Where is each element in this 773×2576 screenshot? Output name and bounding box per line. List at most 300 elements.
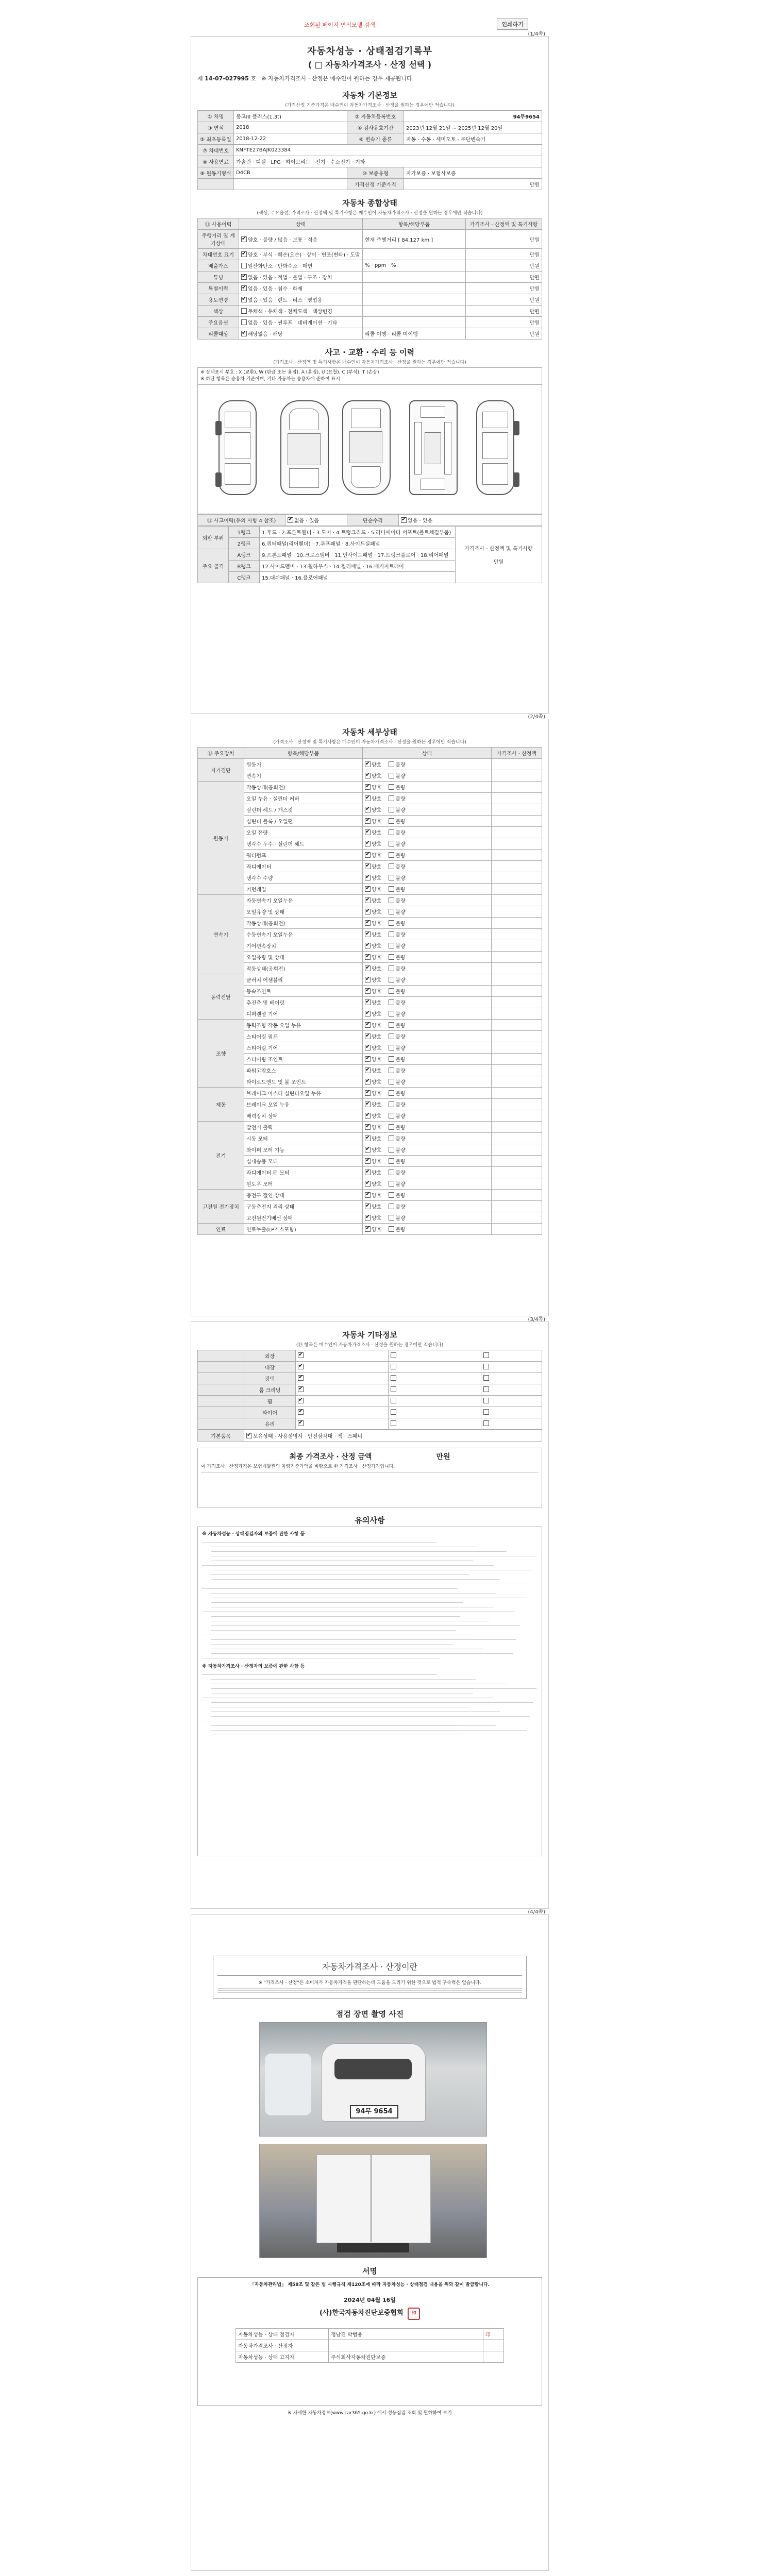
cell-text: 불량 — [395, 819, 406, 825]
table-cell — [363, 872, 492, 884]
checkbox[interactable] — [389, 954, 394, 960]
table-cell: KNFTE27BAJK023384 — [234, 145, 542, 156]
panel-front-panel — [421, 406, 445, 418]
table-cell: ⑦ 차대번호 — [198, 145, 234, 156]
checkbox[interactable] — [389, 1067, 394, 1073]
checkbox[interactable] — [241, 331, 247, 336]
cell-text: 양호 — [372, 1137, 382, 1142]
table-cell — [363, 940, 492, 952]
checkbox[interactable] — [241, 319, 247, 325]
front-photo — [259, 2022, 487, 2137]
table-cell — [234, 179, 347, 190]
checkbox[interactable] — [391, 1364, 396, 1369]
table-row — [198, 156, 542, 167]
checkbox[interactable] — [389, 1181, 394, 1187]
table-cell: 작동상태(공회전) — [244, 918, 363, 929]
checkbox[interactable] — [389, 988, 394, 994]
cell-text: 보유상태 · 사용설명서 · 안전삼각대 · 잭 · 스패너 — [253, 1434, 363, 1439]
table-row — [198, 1373, 542, 1384]
cell-text: 양호 — [372, 1103, 382, 1108]
table-cell: 제동 — [198, 1088, 244, 1122]
table-row — [198, 1396, 542, 1407]
cell-text: 만원 — [493, 560, 504, 565]
checkbox[interactable] — [389, 1215, 394, 1221]
table-cell: 자동차성능 · 상태 점검자 — [236, 2329, 329, 2340]
checkbox[interactable] — [246, 1433, 252, 1438]
table-row — [198, 963, 542, 974]
cell-text: 불량 — [395, 989, 406, 995]
table-cell — [363, 306, 466, 317]
cell-text: 불량 — [395, 1035, 406, 1040]
table-cell: 오일유량 및 상태 — [244, 952, 363, 963]
banner-title: 자동차가격조사 · 산정이란 — [217, 1960, 522, 1976]
basic-info-table — [197, 110, 542, 190]
checkbox[interactable] — [298, 1398, 304, 1403]
checkbox[interactable] — [389, 1056, 394, 1062]
checkbox[interactable] — [483, 1409, 489, 1415]
checkbox[interactable] — [389, 807, 394, 812]
table-row — [198, 1031, 542, 1042]
checkbox[interactable] — [389, 1022, 394, 1028]
table-cell: 자기진단 — [198, 759, 244, 782]
checkbox[interactable] — [365, 1067, 371, 1073]
checkbox[interactable] — [365, 988, 371, 994]
checkbox[interactable] — [389, 1226, 394, 1232]
table-header: ⑪ 사용이력 — [198, 218, 239, 230]
cell-text: 불량 — [395, 1114, 406, 1120]
checkbox[interactable] — [365, 1056, 371, 1062]
checkbox[interactable] — [389, 1033, 394, 1039]
table-row — [198, 838, 542, 850]
table-row — [198, 306, 542, 317]
table-cell: 구동축전지 격리 상태 — [244, 1201, 363, 1212]
final-price-title — [201, 1451, 539, 1462]
checkbox[interactable] — [241, 285, 247, 291]
table-cell: 원동기 — [198, 782, 244, 895]
checkbox[interactable] — [298, 1409, 304, 1415]
table-cell: ⑥ 변속기 종류 — [347, 133, 404, 145]
checkbox[interactable] — [389, 920, 394, 926]
checkbox[interactable] — [389, 965, 394, 971]
table-row — [198, 1430, 542, 1442]
checkbox[interactable] — [365, 818, 371, 824]
cell-text: 양호 — [372, 933, 382, 938]
cell-text: 양호 — [372, 853, 382, 859]
checkbox[interactable] — [365, 999, 371, 1005]
checkbox[interactable] — [389, 1204, 394, 1209]
accident-note: (가격조사 · 산정액 및 특기사항은 매수인이 자동차가격조사 · 산정을 원하는 경우에만 적습니다) — [273, 360, 466, 365]
table-cell: 광택 — [244, 1373, 296, 1384]
table-cell — [492, 1224, 542, 1235]
checkbox[interactable] — [391, 1409, 396, 1415]
table-cell: 수동변속기 오일누유 — [244, 929, 363, 940]
checkbox[interactable] — [365, 1147, 371, 1153]
checkbox[interactable] — [389, 1011, 394, 1016]
checkbox[interactable] — [365, 1181, 371, 1187]
cell-text: 불량 — [395, 1057, 406, 1063]
table-cell — [363, 1212, 492, 1224]
table-cell — [285, 515, 347, 526]
cell-text: 양호 — [372, 1182, 382, 1188]
cell-text: 해당없음 · 해당 — [248, 332, 283, 337]
checkbox[interactable] — [365, 1158, 371, 1164]
cell-text: 양호 — [372, 1046, 382, 1052]
checkbox[interactable] — [365, 1136, 371, 1141]
checkbox[interactable] — [483, 1364, 489, 1369]
table-cell: 자동변속기 오일누유 — [244, 895, 363, 906]
table-cell: 작동상태(공회전) — [244, 782, 363, 793]
table-cell: ⑫ 사고이력(유의 사항 4 참조) — [198, 515, 285, 526]
table-row — [198, 167, 542, 179]
table-cell: 주식회사자동차진단보증 — [329, 2351, 483, 2363]
table-cell — [481, 1373, 542, 1384]
table-cell — [389, 1418, 481, 1430]
table-row — [198, 1008, 542, 1020]
checkbox[interactable] — [365, 965, 371, 971]
table-cell: ④ 검사유효기간 — [347, 122, 404, 133]
table-cell — [363, 895, 492, 906]
table-cell — [363, 1099, 492, 1110]
text-line — [211, 1679, 476, 1680]
cell-text: 양호 — [372, 1125, 382, 1131]
caution-heading-2: ※ 자동차가격조사 · 산정자의 보증에 관한 사항 등 — [202, 1664, 305, 1669]
table-cell: ⑩ 보증유형 — [347, 167, 404, 179]
checkbox[interactable] — [389, 999, 394, 1005]
table-cell: 자동차가격조사 · 산정자 — [236, 2340, 329, 2351]
top-note[interactable]: 조회된 페이지 연식모델 검색 — [304, 22, 376, 28]
doc-number-label: 제 — [197, 75, 203, 82]
checkbox[interactable] — [241, 263, 247, 268]
panel-rear-top — [351, 466, 381, 488]
table-row — [236, 2340, 504, 2351]
cell-text: 양호 — [372, 887, 382, 893]
checkbox[interactable] — [389, 1170, 394, 1175]
checkbox[interactable] — [391, 1420, 396, 1426]
table-cell — [492, 986, 542, 997]
checkbox[interactable] — [365, 807, 371, 812]
table-cell — [483, 2340, 503, 2351]
checkbox[interactable] — [483, 1420, 489, 1426]
checkbox[interactable] — [389, 897, 394, 903]
checkbox[interactable] — [365, 1101, 371, 1107]
doc-number: 14-07-027995 — [205, 75, 249, 82]
checkbox[interactable] — [391, 1352, 396, 1358]
page-3 — [191, 1317, 549, 1909]
table-cell: 단순수리 — [347, 515, 399, 526]
checkbox[interactable] — [298, 1386, 304, 1392]
checkbox[interactable] — [298, 1352, 304, 1358]
cell-text: 양호 — [372, 1035, 382, 1040]
detail-note: (가격조사 · 산정액 및 특기사항은 매수인이 자동차가격조사 · 산정을 원하는 경우에만 적습니다) — [273, 740, 466, 745]
detail-table — [197, 747, 542, 1235]
table-cell — [363, 1167, 492, 1178]
checkbox[interactable] — [389, 886, 394, 892]
checkbox[interactable] — [483, 1386, 489, 1392]
checkbox[interactable] — [365, 1204, 371, 1209]
wheel-icon — [215, 472, 222, 487]
table-cell: 9.프론트패널 · 10.크로스멤버 · 11.인사이드패널 · 17.트렁크플로어 · 18.리어패널 — [260, 549, 456, 561]
cell-text: 불량 — [395, 1125, 406, 1131]
table-cell: 기어변속장치 — [244, 940, 363, 952]
checkbox[interactable] — [365, 886, 371, 892]
page-number: (3/4쪽) — [528, 1317, 545, 1323]
table-row — [198, 249, 542, 260]
checkbox[interactable] — [389, 1045, 394, 1050]
checkbox[interactable] — [241, 251, 247, 257]
checkbox[interactable] — [389, 795, 394, 801]
cell-text: 불량 — [395, 1159, 406, 1165]
checkbox[interactable] — [298, 1375, 304, 1381]
checkbox[interactable] — [241, 236, 247, 242]
table-cell — [492, 1076, 542, 1088]
page-number: (1/4쪽) — [528, 31, 545, 37]
checkbox[interactable] — [365, 920, 371, 926]
cell-text: 불량 — [395, 899, 406, 904]
table-cell — [198, 1373, 244, 1384]
table-cell: 등속조인트 — [244, 986, 363, 997]
table-row — [198, 1350, 542, 1362]
checkbox[interactable] — [389, 863, 394, 869]
print-button[interactable]: 인쇄하기 — [497, 19, 528, 30]
photo-area — [197, 2020, 542, 2262]
checkbox[interactable] — [365, 829, 371, 835]
checkbox[interactable] — [391, 1398, 396, 1403]
checkbox[interactable] — [389, 1147, 394, 1153]
table-row — [198, 1384, 542, 1396]
table-cell — [492, 759, 542, 770]
checkbox[interactable] — [365, 1192, 371, 1198]
checkbox[interactable] — [389, 1090, 394, 1096]
table-cell — [363, 294, 466, 306]
table-cell — [363, 1054, 492, 1065]
cell-text: 없음 · 있음 · 침수 · 화재 — [248, 286, 303, 292]
cell-text: 양호 — [372, 967, 382, 972]
table-cell — [363, 249, 466, 260]
banner-line — [217, 1990, 522, 1991]
table-cell — [329, 2340, 483, 2351]
checkbox[interactable] — [241, 297, 247, 302]
checkbox[interactable] — [389, 875, 394, 880]
table-cell — [296, 1384, 389, 1396]
table-cell: % · ppm · % — [363, 260, 466, 272]
checkbox[interactable] — [391, 1386, 396, 1392]
checkbox[interactable] — [365, 784, 371, 790]
text-line — [202, 1565, 494, 1566]
panel-front-top — [351, 409, 381, 428]
table-cell — [198, 1384, 244, 1396]
caution-heading-1: ※ 자동차성능 · 상태점검자의 보증에 관한 사항 등 — [202, 1532, 305, 1537]
checkbox[interactable] — [241, 308, 247, 314]
table-cell — [363, 997, 492, 1008]
table-cell: 색상 — [198, 306, 239, 317]
checkbox[interactable] — [389, 1113, 394, 1118]
checkbox[interactable] — [365, 977, 371, 982]
checkbox[interactable] — [365, 795, 371, 801]
text-line — [211, 1616, 460, 1617]
checkbox[interactable] — [389, 931, 394, 937]
checkbox[interactable] — [365, 1170, 371, 1175]
table-cell — [363, 974, 492, 986]
checkbox[interactable] — [389, 784, 394, 790]
checkbox[interactable] — [389, 829, 394, 835]
table-cell — [492, 895, 542, 906]
panel-quarter-r — [482, 463, 508, 485]
cell-text: 불량 — [395, 831, 406, 836]
checkbox[interactable] — [401, 517, 407, 523]
checkbox[interactable] — [365, 863, 371, 869]
table-cell — [198, 1407, 244, 1418]
checkbox[interactable] — [483, 1398, 489, 1403]
checkbox[interactable] — [365, 1045, 371, 1050]
checkbox[interactable] — [389, 1192, 394, 1198]
table-row — [236, 2329, 504, 2340]
table-row — [198, 328, 542, 340]
table-cell: 1랭크 — [229, 527, 260, 538]
table-cell — [492, 1190, 542, 1201]
checkbox[interactable] — [365, 1090, 371, 1096]
table-cell: 1.후드 · 2.프론트휀더 · 3.도어 · 4.트렁크리드 · 5.라디에이터 서포트(볼트체결부품) — [260, 527, 456, 538]
cell-text: 불량 — [395, 1171, 406, 1176]
table-cell: 변속기 — [198, 895, 244, 974]
text-line — [211, 1653, 513, 1654]
checkbox[interactable] — [389, 818, 394, 824]
page-number: (2/4쪽) — [528, 714, 545, 720]
checkbox[interactable] — [389, 977, 394, 982]
cell-text: 양호 — [372, 819, 382, 825]
checkbox[interactable] — [365, 1022, 371, 1028]
table-row — [198, 895, 542, 906]
table-row — [198, 804, 542, 816]
table-cell — [363, 816, 492, 827]
table-cell — [363, 850, 492, 861]
table-cell: 만원 — [466, 294, 542, 306]
table-cell — [492, 1144, 542, 1156]
cell-text: 불량 — [395, 955, 406, 961]
table-cell: 만원 — [466, 249, 542, 260]
accident-legend-box — [197, 367, 542, 385]
checkbox[interactable] — [365, 773, 371, 778]
overall-note: (색상, 주요옵션, 가격조사 · 산정액 및 특기사항은 매수인이 자동차가격조사 · 산정을 원하는 경우에만 적습니다) — [257, 211, 483, 216]
cell-text: 양호 — [372, 865, 382, 870]
checkbox[interactable] — [389, 1079, 394, 1084]
table-cell — [492, 872, 542, 884]
panel-hood — [225, 412, 250, 428]
table-cell: 유리 — [244, 1418, 296, 1430]
checkbox[interactable] — [389, 773, 394, 778]
table-cell: 만원 — [466, 306, 542, 317]
table-cell: 동력조향 작동 오일 누유 — [244, 1020, 363, 1031]
table-row — [198, 1042, 542, 1054]
table-row — [198, 940, 542, 952]
table-cell — [481, 1418, 542, 1430]
checkbox[interactable] — [365, 841, 371, 846]
doc-title: 자동차성능 · 상태점검기록부 — [307, 46, 433, 57]
panel-hood-top — [289, 409, 319, 430]
checkbox[interactable] — [483, 1352, 489, 1358]
checkbox[interactable] — [389, 943, 394, 948]
checkbox[interactable] — [241, 274, 247, 280]
checkbox[interactable] — [365, 1226, 371, 1232]
cell-text: 불량 — [395, 978, 406, 984]
wheel-icon — [215, 421, 222, 435]
table-header: 상태 — [239, 218, 363, 230]
checkbox[interactable] — [389, 852, 394, 858]
checkbox[interactable] — [365, 954, 371, 960]
checkbox[interactable] — [365, 897, 371, 903]
table-cell: 브레이크 마스터 실린더오일 누유 — [244, 1088, 363, 1099]
checkbox[interactable] — [391, 1375, 396, 1381]
table-cell — [492, 1065, 542, 1076]
company-line — [202, 2307, 537, 2320]
checkbox[interactable] — [365, 931, 371, 937]
table-cell — [363, 838, 492, 850]
table-cell — [363, 1133, 492, 1144]
table-cell — [363, 963, 492, 974]
table-cell: 고전원 전기장치 — [198, 1190, 244, 1224]
checkbox[interactable] — [288, 517, 293, 523]
checkbox[interactable] — [389, 1158, 394, 1164]
table-cell — [483, 2329, 503, 2340]
table-cell: 봉고III 플러스(1.3t) — [234, 111, 347, 122]
table-cell: 추진축 및 베어링 — [244, 997, 363, 1008]
table-cell — [198, 1362, 244, 1373]
checkbox[interactable] — [298, 1364, 304, 1369]
cell-text: 양호 — [372, 774, 382, 779]
checkbox[interactable] — [365, 1033, 371, 1039]
table-cell — [363, 759, 492, 770]
checkbox[interactable] — [365, 852, 371, 858]
cell-text: 양호 — [372, 955, 382, 961]
checkbox[interactable] — [389, 1124, 394, 1130]
table-cell — [492, 918, 542, 929]
checkbox[interactable] — [298, 1420, 304, 1426]
text-line — [211, 1688, 536, 1689]
cell-text: 불량 — [395, 1091, 406, 1097]
checkbox[interactable] — [365, 1124, 371, 1130]
checkbox[interactable] — [389, 1136, 394, 1141]
cargo-door-seam — [371, 2155, 372, 2242]
cell-text: 양호 — [372, 921, 382, 927]
checkbox[interactable] — [389, 1101, 394, 1107]
checkbox[interactable] — [483, 1375, 489, 1381]
checkbox[interactable] — [365, 875, 371, 880]
table-cell: 배출가스 — [198, 260, 239, 272]
table-cell: 시동 모터 — [244, 1133, 363, 1144]
checkbox[interactable] — [389, 761, 394, 767]
table-cell — [363, 1122, 492, 1133]
checkbox[interactable] — [365, 1011, 371, 1016]
checkbox[interactable] — [365, 909, 371, 914]
table-row — [198, 1201, 542, 1212]
table-row — [198, 133, 542, 145]
checkbox[interactable] — [365, 943, 371, 948]
checkbox[interactable] — [389, 909, 394, 914]
checkbox[interactable] — [365, 761, 371, 767]
bumper-image — [337, 2243, 409, 2252]
checkbox[interactable] — [365, 1079, 371, 1084]
checkbox[interactable] — [365, 1113, 371, 1118]
table-cell — [492, 861, 542, 872]
table-cell — [492, 884, 542, 895]
table-cell — [363, 929, 492, 940]
table-cell: 내장 — [244, 1362, 296, 1373]
checkbox[interactable] — [389, 841, 394, 846]
table-cell: 만원 — [466, 283, 542, 294]
table-cell — [492, 952, 542, 963]
checkbox[interactable] — [365, 1215, 371, 1221]
table-row — [198, 1362, 542, 1373]
table-cell: 리콜대상 — [198, 328, 239, 340]
